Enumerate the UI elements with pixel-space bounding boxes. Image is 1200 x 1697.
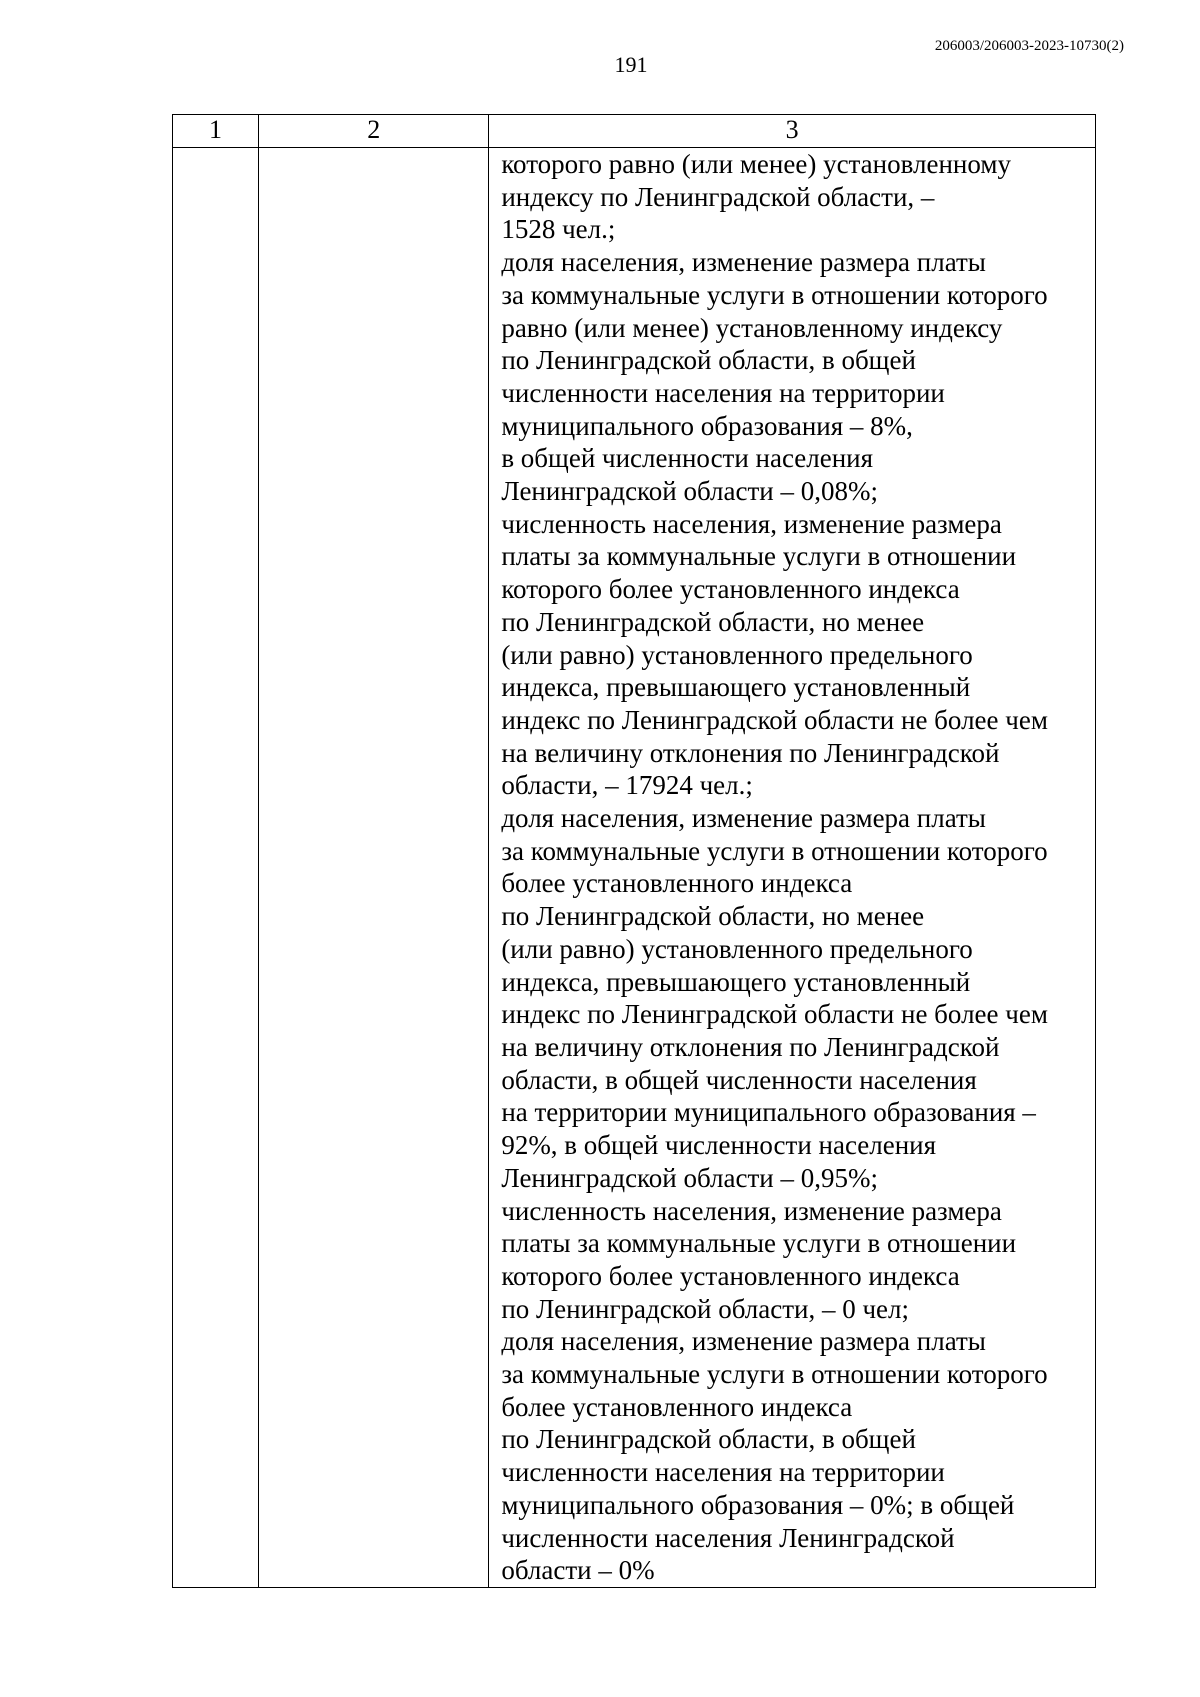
text-line: которого равно (или менее) установленному bbox=[501, 149, 1011, 179]
text-line: на величину отклонения по Ленинградской bbox=[501, 737, 1000, 768]
text-line: доля населения, изменение размера платы bbox=[501, 1326, 986, 1357]
text-line: Ленинградской области – 0,95%; bbox=[501, 1162, 878, 1193]
table-cell-col2 bbox=[259, 148, 489, 1588]
text-line: численность населения, изменение размера bbox=[501, 1195, 1002, 1226]
text-line: которого более установленного индекса bbox=[501, 574, 960, 605]
page-number: 191 bbox=[614, 52, 648, 77]
text-line: численности населения Ленинградской bbox=[501, 1522, 955, 1553]
text-line: в общей численности населения bbox=[501, 443, 874, 474]
text-line: (или равно) установленного предельного bbox=[501, 933, 973, 964]
column-header-1: 1 bbox=[173, 115, 259, 148]
text-line: доля населения, изменение размера платы bbox=[501, 803, 986, 834]
text-line: на величину отклонения по Ленинградской bbox=[501, 1031, 1000, 1062]
text-line: области – 0% bbox=[501, 1555, 655, 1586]
text-line: численность населения, изменение размера bbox=[501, 508, 1002, 539]
text-line: по Ленинградской области, но менее bbox=[501, 606, 925, 637]
text-line: 92%, в общей численности населения bbox=[501, 1130, 937, 1161]
text-line: по Ленинградской области, но менее bbox=[501, 901, 925, 932]
text-line: Ленинградской области – 0,08%; bbox=[501, 476, 878, 507]
text-line: области, – 17924 чел.; bbox=[501, 770, 753, 801]
text-line: за коммунальные услуги в отношении которого bbox=[501, 1359, 1048, 1390]
document-id: 206003/206003-2023-10730(2) bbox=[934, 38, 1124, 54]
table-cell-col1 bbox=[173, 148, 259, 1588]
text-line: за коммунальные услуги в отношении которого bbox=[501, 835, 1048, 866]
text-line: доля населения, изменение размера платы bbox=[501, 247, 986, 278]
text-line: по Ленинградской области, в общей bbox=[501, 345, 916, 376]
text-line: по Ленинградской области, в общей bbox=[501, 1424, 916, 1455]
table-cell-col3 bbox=[489, 148, 1096, 1588]
text-line: индексу по Ленинградской области, – bbox=[501, 181, 935, 212]
text-line: за коммунальные услуги в отношении которого bbox=[501, 279, 1048, 310]
text-line: индекса, превышающего установленный bbox=[501, 966, 971, 997]
text-line: которого более установленного индекса bbox=[501, 1260, 960, 1291]
table-header-row bbox=[173, 115, 1096, 148]
text-line: области, в общей численности населения bbox=[501, 1064, 977, 1095]
text-line: платы за коммунальные услуги в отношении bbox=[501, 541, 1017, 572]
text-line: муниципального образования – 0%; в общей bbox=[501, 1489, 1015, 1520]
content-table bbox=[172, 114, 1096, 1588]
text-line: более установленного индекса bbox=[501, 1391, 853, 1422]
text-line: численности населения на территории bbox=[501, 1457, 945, 1488]
text-line: 1528 чел.; bbox=[501, 214, 616, 245]
text-line: индекса, превышающего установленный bbox=[501, 672, 971, 703]
text-line: численности населения на территории bbox=[501, 377, 945, 408]
text-line: на территории муниципального образования – bbox=[501, 1097, 1036, 1128]
text-line: муниципального образования – 8%, bbox=[501, 410, 913, 441]
text-line: индекс по Ленинградской области не более чем bbox=[501, 999, 1048, 1030]
column-header-2: 2 bbox=[259, 115, 489, 148]
text-line: равно (или менее) установленному индексу bbox=[501, 312, 1003, 343]
text-line: по Ленинградской области, – 0 чел; bbox=[501, 1293, 909, 1324]
text-line: более установленного индекса bbox=[501, 868, 853, 899]
column-header-3: 3 bbox=[489, 115, 1096, 148]
text-line: (или равно) установленного предельного bbox=[501, 639, 973, 670]
text-line: платы за коммунальные услуги в отношении bbox=[501, 1228, 1017, 1259]
table-row bbox=[173, 148, 1096, 1588]
text-line: индекс по Ленинградской области не более чем bbox=[501, 704, 1048, 735]
